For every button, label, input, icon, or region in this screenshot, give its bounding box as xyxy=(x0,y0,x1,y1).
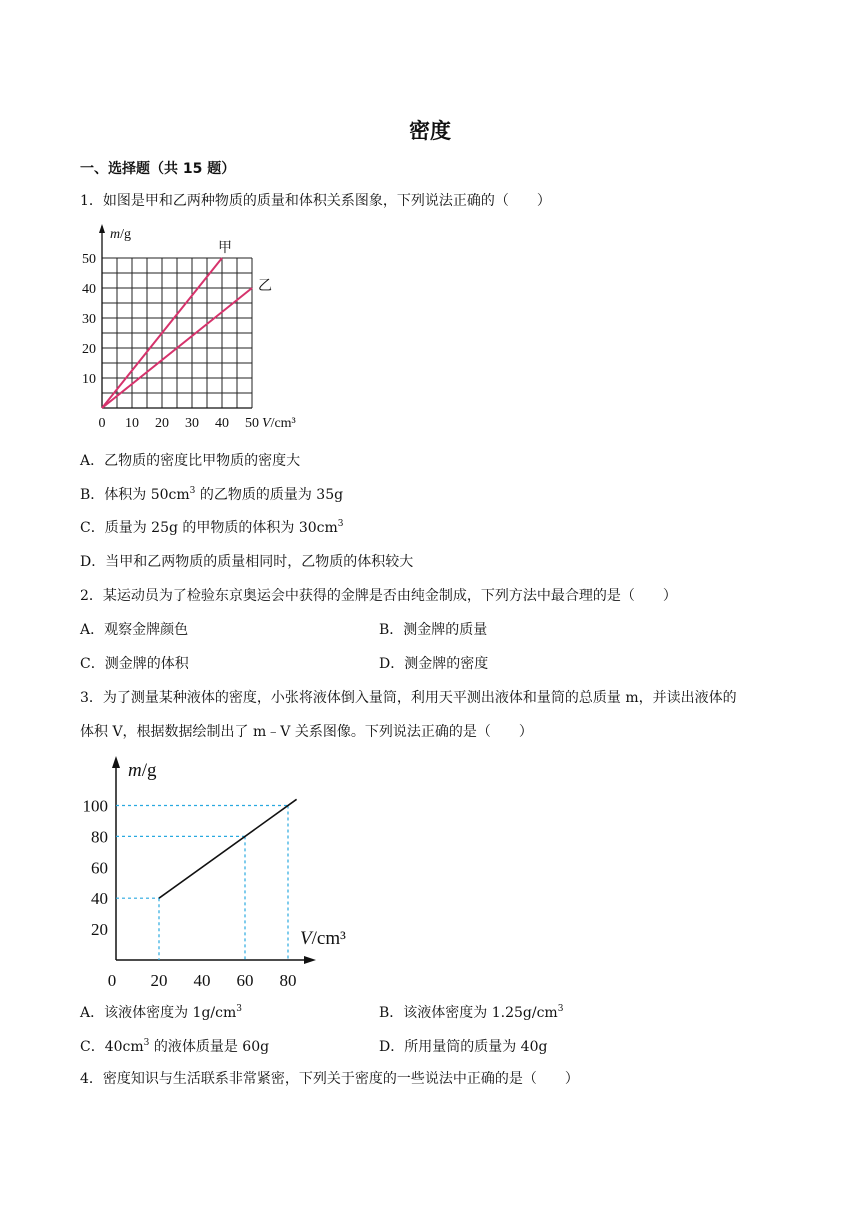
x-tick-label: 20 xyxy=(155,416,169,431)
page-title: 密度 xyxy=(409,119,451,143)
question-2-stem: 2．某运动员为了检验东京奥运会中获得的金牌是否由纯金制成，下列方法中最合理的是（ ） xyxy=(80,588,677,604)
y-axis-label: m/g xyxy=(110,227,132,242)
x-tick-label: 50 xyxy=(245,416,259,431)
question-3-stem-line1: 3．为了测量某种液体的密度，小张将液体倒入量筒，利用天平测出液体和量筒的总质量 m，并读出液体的 xyxy=(80,690,737,706)
y-tick-label: 20 xyxy=(82,342,96,357)
x-tick-label: 80 xyxy=(279,971,297,990)
question-1-stem: 1．如图是甲和乙两种物质的质量和体积关系图象，下列说法正确的（ ） xyxy=(80,193,551,209)
y-tick-label: 20 xyxy=(91,920,108,940)
x-tick-label: 10 xyxy=(125,416,139,431)
q1-option-d[interactable]: D．当甲和乙两物质的质量相同时，乙物质的体积较大 xyxy=(80,554,414,570)
q3-option-d[interactable]: D．所用量筒的质量为 40g xyxy=(379,1039,548,1055)
x-tick-label: 60 xyxy=(236,971,254,990)
x-axis-label: V/cm³ xyxy=(300,928,346,949)
y-axis-label: m/g xyxy=(128,760,157,781)
q1-option-a[interactable]: A．乙物质的密度比甲物质的密度大 xyxy=(80,453,301,469)
q3-option-c[interactable]: C．$40cm^3$ 的液体质量是 60g xyxy=(80,1038,270,1055)
y-tick-label: 100 xyxy=(82,796,108,816)
y-tick-label: 30 xyxy=(82,312,96,327)
chart-q3-m-v xyxy=(70,752,370,992)
y-axis-arrow xyxy=(112,756,120,768)
chart-q1-mass-volume xyxy=(70,222,300,437)
x-tick-label: 0 xyxy=(107,971,117,990)
q2-option-d[interactable]: D．测金牌的密度 xyxy=(379,656,489,672)
x-tick-label: 40 xyxy=(193,971,211,990)
x-tick-label: 20 xyxy=(150,971,168,990)
series-line-m-v xyxy=(159,799,297,898)
question-3-stem-line2: 体积 V，根据数据绘制出了 m﹣V 关系图像。下列说法正确的是（ ） xyxy=(80,724,533,740)
q2-option-c[interactable]: C．测金牌的体积 xyxy=(80,656,189,672)
q2-option-b[interactable]: B．测金牌的质量 xyxy=(379,622,488,638)
y-axis-arrow xyxy=(99,224,105,233)
x-tick-label: 40 xyxy=(215,416,229,431)
y-tick-label: 80 xyxy=(91,827,108,847)
question-4-stem: 4．密度知识与生活联系非常紧密，下列关于密度的一些说法中正确的是（ ） xyxy=(80,1071,579,1087)
series-label-jia: 甲 xyxy=(218,241,232,256)
series-label-yi: 乙 xyxy=(258,279,272,294)
x-axis-arrow xyxy=(304,956,316,964)
section-heading: 一、选择题（共 15 题） xyxy=(80,161,236,177)
y-tick-label: 40 xyxy=(91,889,108,909)
x-tick-label: 0 xyxy=(98,416,106,431)
q1-option-b[interactable]: B．体积为 $50cm^3$ 的乙物质的质量为 35g xyxy=(80,486,344,503)
y-tick-label: 50 xyxy=(82,252,96,267)
y-tick-label: 40 xyxy=(82,282,96,297)
x-axis-label: V/cm³ xyxy=(262,416,296,431)
q3-option-b[interactable]: B．该液体密度为 $1.25g/cm^3$ xyxy=(379,1004,564,1021)
q1-option-c[interactable]: C．质量为 25g 的甲物质的体积为 $30cm^3$ xyxy=(80,519,344,536)
y-tick-label: 60 xyxy=(91,858,108,878)
q3-option-a[interactable]: A．该液体密度为 $1g/cm^3$ xyxy=(80,1004,242,1021)
x-tick-label: 30 xyxy=(185,416,199,431)
q2-option-a[interactable]: A．观察金牌颜色 xyxy=(80,622,189,638)
y-tick-label: 10 xyxy=(82,372,96,387)
